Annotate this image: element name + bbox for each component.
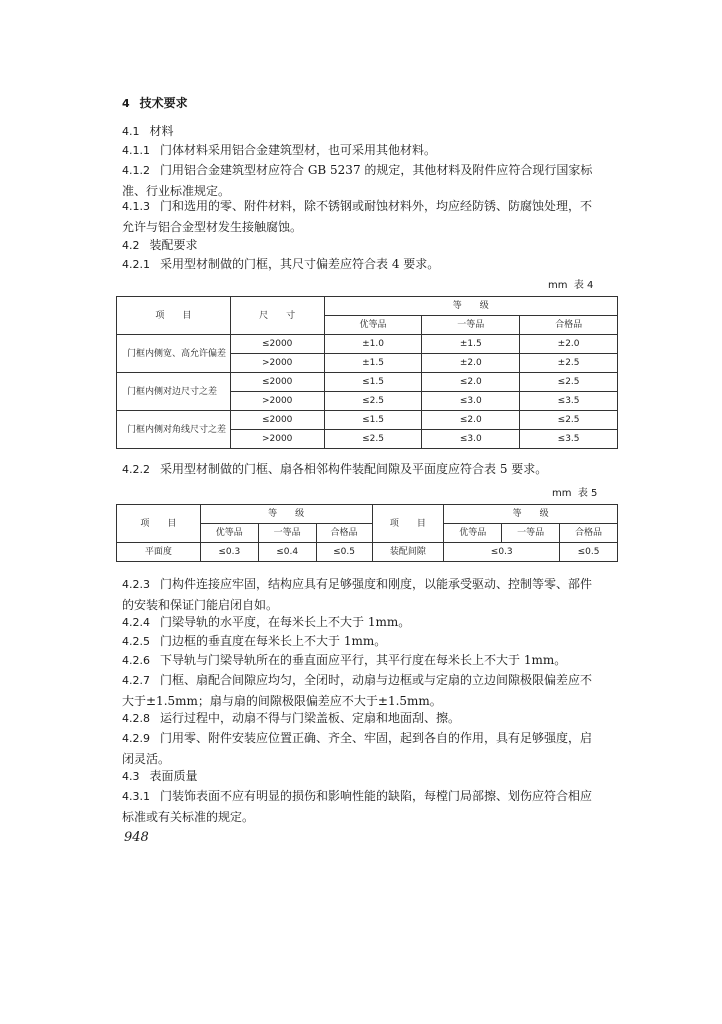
table4-cell: ≤1.5 [324,373,422,392]
clause-4-1-1: 4.1.1 门体材料采用铝合金建筑型材，也可采用其他材料。 [122,143,437,157]
table5-cell: ≤0.3 [444,543,560,562]
table5-grade-qualified-2: 合格品 [560,524,618,543]
table5-item-gap: 装配间隙 [372,543,444,562]
table4-grade-first: 一等品 [422,316,520,335]
table4-size: ≤2000 [230,411,324,430]
table5-grade-first: 一等品 [258,524,316,543]
subsection-heading-assembly: 4.2 装配要求 [122,238,198,252]
table4-header-size: 尺 寸 [230,297,324,335]
table-row [117,411,618,430]
table4-cell: ≤3.5 [520,392,618,411]
table4-cell: ≤2.0 [422,373,520,392]
clause-4-2-3: 4.2.3 门构件连接应牢固，结构应具有足够强度和刚度，以能承受驱动、控制等零、部件 的安装和保证门能启闭自如。 [122,577,593,612]
table5-header-grade: 等 级 [200,505,372,524]
table4-size: >2000 [230,354,324,373]
table4-cell: ±1.5 [422,335,520,354]
table4-grade-qualified: 合格品 [520,316,618,335]
clause-4-2-7: 4.2.7 门框、扇配合间隙应均匀，全闭时，动扇与边框或与定扇的立边间隙极限偏差应不 大于±1.5mm；扇与扇的间隙极限偏差应不大于±1.5mm。 [122,673,593,708]
table5-cell: ≤0.5 [560,543,618,562]
table5-item-flatness: 平面度 [117,543,201,562]
clause-4-1-3: 4.1.3 门和选用的零、附件材料，除不锈钢或耐蚀材料外，均应经防锈、防腐蚀处理，不 允许与铝合金型材发生接触腐蚀。 [122,199,593,234]
table4-item: 门框内侧对角线尺寸之差 [117,411,231,449]
table4-cell: ≤2.0 [422,411,520,430]
table-row [117,373,618,392]
clause-4-2-9: 4.2.9 门用零、附件安装应位置正确、齐全、牢固，起到各自的作用，具有足够强度，启 闭灵活。 [122,731,593,766]
section-heading: 4 技术要求 [122,96,188,110]
table5-header-grade-2: 等 级 [444,505,618,524]
table-row [117,543,618,562]
table4-grade-top: 优等品 [324,316,422,335]
table5-cell: ≤0.3 [200,543,258,562]
table4-size: >2000 [230,392,324,411]
table-5 [116,504,618,562]
clause-4-2-4: 4.2.4 门梁导轨的水平度，在每米长上不大于 1mm。 [122,615,411,629]
table-4 [116,296,618,449]
table5-grade-top-2: 优等品 [444,524,502,543]
table4-caption: mm 表 4 [548,280,594,291]
clause-4-2-1: 4.2.1 采用型材制做的门框，其尺寸偏差应符合表 4 要求。 [122,257,440,271]
table4-size: ≤2000 [230,335,324,354]
table4-cell: ≤3.0 [422,430,520,449]
table5-caption: mm 表 5 [552,488,598,499]
table4-cell: ±2.5 [520,354,618,373]
table4-size: ≤2000 [230,373,324,392]
clause-4-2-5: 4.2.5 门边框的垂直度在每米长上不大于 1mm。 [122,634,387,648]
subsection-heading-surface: 4.3 表面质量 [122,769,198,783]
table5-grade-top: 优等品 [200,524,258,543]
page-number: 948 [124,830,149,845]
table4-cell: ±2.0 [520,335,618,354]
table5-grade-first-2: 一等品 [502,524,560,543]
table5-cell: ≤0.5 [316,543,372,562]
table4-size: >2000 [230,430,324,449]
table4-cell: ±2.0 [422,354,520,373]
table4-cell: ≤3.5 [520,430,618,449]
table4-cell: ≤3.0 [422,392,520,411]
table4-header-grade: 等 级 [324,297,617,316]
clause-4-2-8: 4.2.8 运行过程中，动扇不得与门梁盖板、定扇和地面刮、擦。 [122,711,461,725]
table5-header-item-2: 项 目 [372,505,444,543]
table5-cell: ≤0.4 [258,543,316,562]
table4-item: 门框内侧对边尺寸之差 [117,373,231,411]
table4-cell: ≤2.5 [520,411,618,430]
table4-cell: ≤2.5 [324,430,422,449]
subsection-heading-materials: 4.1 材料 [122,124,174,138]
table4-header-item: 项 目 [117,297,231,335]
clause-4-1-2: 4.1.2 门用铝合金建筑型材应符合 GB 5237 的规定，其他材料及附件应符合现行国家标 准、行业标准规定。 [122,163,593,198]
table4-cell: ≤2.5 [520,373,618,392]
table4-cell: ≤2.5 [324,392,422,411]
table4-cell: ±1.5 [324,354,422,373]
clause-4-2-6: 4.2.6 下导轨与门梁导轨所在的垂直面应平行，其平行度在每米长上不大于 1mm。 [122,653,567,667]
clause-4-3-1: 4.3.1 门装饰表面不应有明显的损伤和影响性能的缺陷，每樘门局部擦、划伤应符合相应 标准或有关标准的规定。 [122,789,593,824]
table4-cell: ±1.0 [324,335,422,354]
table5-header-item: 项 目 [117,505,201,543]
table-row [117,335,618,354]
table4-item: 门框内侧宽、高允许偏差 [117,335,231,373]
clause-4-2-2: 4.2.2 采用型材制做的门框、扇各相邻构件装配间隙及平面度应符合表 5 要求。 [122,462,548,476]
table4-cell: ≤1.5 [324,411,422,430]
table5-grade-qualified: 合格品 [316,524,372,543]
